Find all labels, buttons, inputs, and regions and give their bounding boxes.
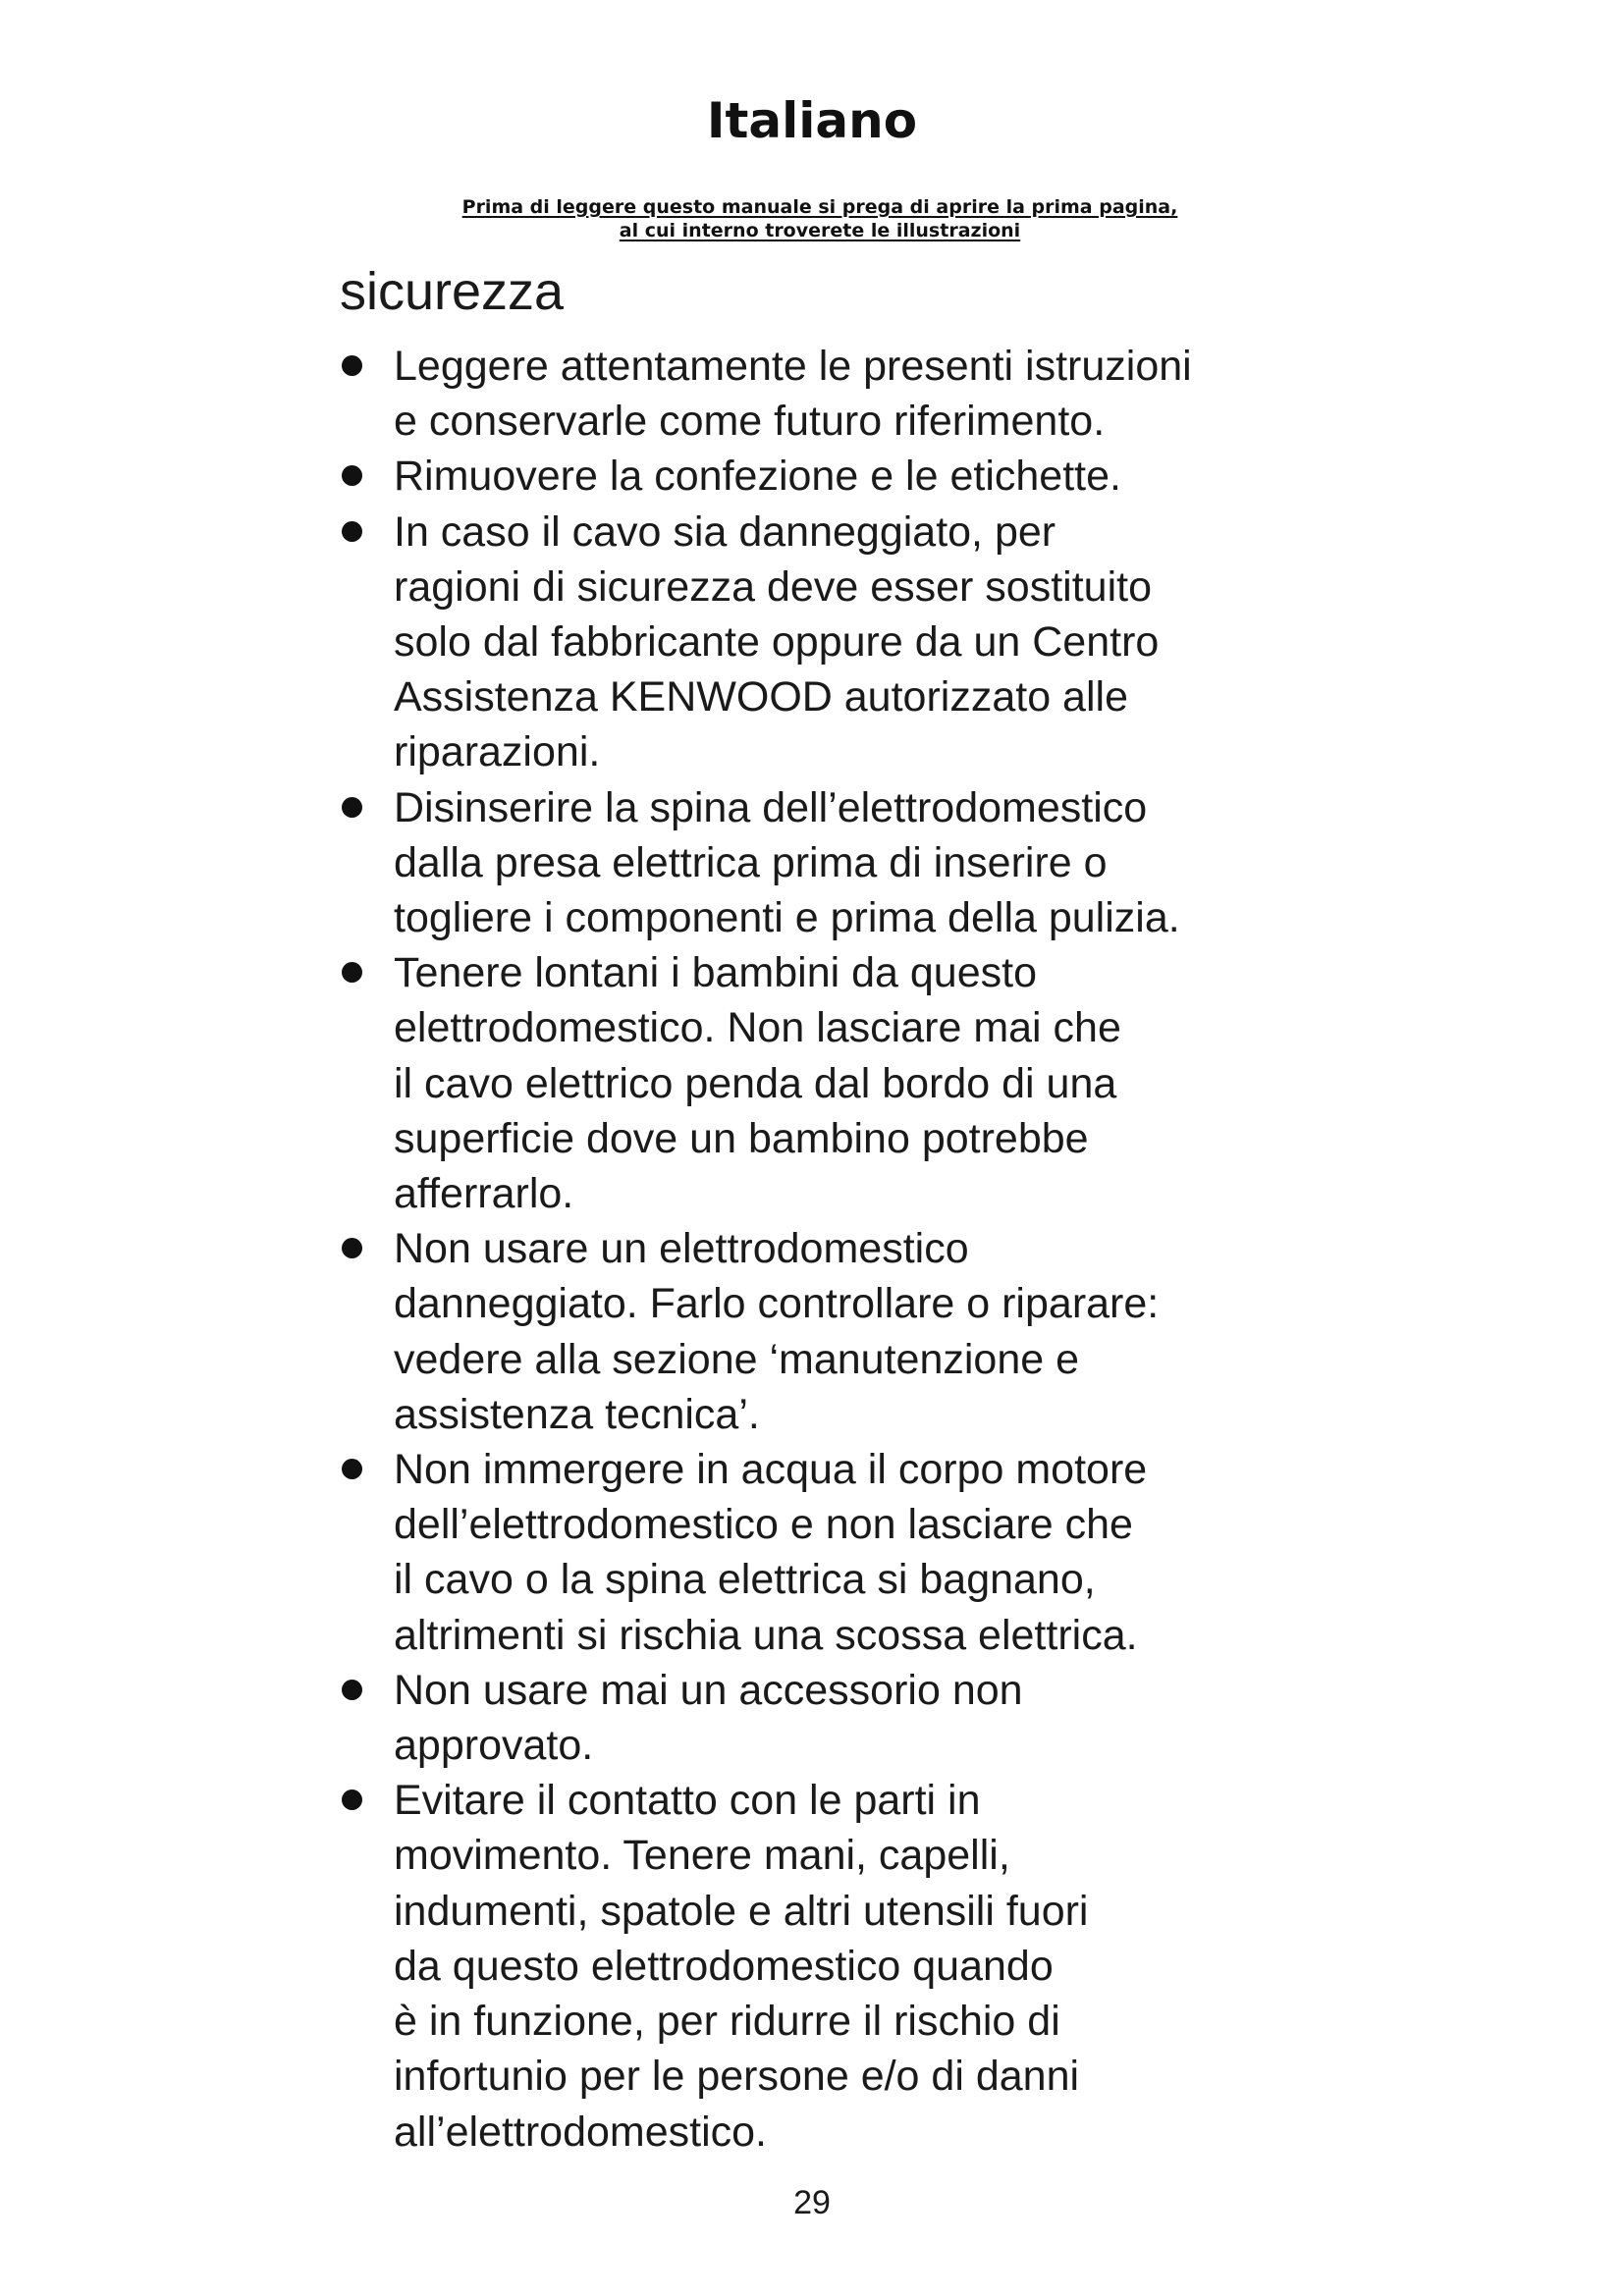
safety-item-line: e conservarle come futuro riferimento. (394, 398, 1106, 446)
bullet-icon (342, 521, 362, 542)
safety-list-item (340, 449, 1331, 504)
safety-item-line: Non usare un elettrodomestico (394, 1225, 969, 1273)
safety-item-line: Rimuovere la confezione e le etichette. (394, 453, 1121, 501)
safety-item-line: riparazioni. (394, 728, 601, 776)
safety-item-line: superficie dove un bambino potrebbe (394, 1114, 1089, 1162)
bullet-icon (342, 962, 362, 983)
safety-list-item (340, 780, 1331, 946)
safety-item-line: altrimenti si rischia una scossa elettrica. (394, 1611, 1138, 1659)
safety-item-line: infortunio per le persone e/o di danni (394, 2053, 1080, 2101)
page-number: 29 (793, 2184, 831, 2221)
safety-item-line: elettrodomestico. Non lasciare mai che (394, 1004, 1121, 1052)
bullet-icon (342, 1789, 362, 1810)
safety-item-line: afferrarlo. (394, 1170, 574, 1218)
safety-list-item (340, 1773, 1331, 2159)
safety-item-line: indumenti, spatole e altri utensili fuori (394, 1887, 1089, 1935)
safety-item-line: Disinserire la spina dell’elettrodomestico (394, 783, 1148, 831)
safety-item-line: da questo elettrodomestico quando (394, 1942, 1054, 1990)
safety-list-item (340, 1442, 1331, 1663)
safety-item-line: è in funzione, per ridurre il rischio di (394, 1998, 1060, 2046)
safety-item-line: Tenere lontani i bambini da questo (394, 949, 1037, 997)
safety-item-line: danneggiato. Farlo controllare o riparare: (394, 1280, 1160, 1328)
safety-list-item (340, 945, 1331, 1221)
bullet-icon (342, 1238, 362, 1258)
safety-item-line: togliere i componenti e prima della pulizia. (394, 894, 1180, 942)
notice-line: al cui interno troverete le illustrazioni (619, 220, 1021, 241)
bullet-icon (342, 465, 362, 486)
safety-item-line: Assistenza KENWOOD autorizzato alle (394, 673, 1128, 721)
safety-item-line: Non immergere in acqua il corpo motore (394, 1446, 1148, 1494)
safety-item-line: il cavo o la spina elettrica si bagnano, (394, 1556, 1096, 1604)
safety-item-line: Leggere attentamente le presenti istruzioni (394, 343, 1192, 390)
safety-list (340, 339, 1331, 2160)
safety-list-item (340, 1663, 1331, 1773)
page-title: Italiano (706, 92, 918, 149)
safety-item-line: dalla presa elettrica prima di inserire o (394, 838, 1108, 886)
safety-item-line: In caso il cavo sia danneggiato, per (394, 507, 1056, 556)
bullet-icon (342, 1680, 362, 1700)
bullet-icon (342, 355, 362, 376)
safety-item-line: dell’elettrodomestico e non lasciare che (394, 1501, 1133, 1549)
safety-item-line: ragioni di sicurezza deve esser sostituito (394, 562, 1152, 611)
safety-list-item (340, 1221, 1331, 1442)
safety-item-line: vedere alla sezione ‘manutenzione e (394, 1335, 1080, 1383)
safety-list-item (340, 339, 1331, 449)
safety-list-item (340, 505, 1331, 780)
safety-item-line: movimento. Tenere mani, capelli, (394, 1832, 1010, 1880)
safety-item-line: solo dal fabbricante oppure da un Centro (394, 618, 1160, 667)
notice-line: Prima di leggere questo manuale si prega di aprire la prima pagina, (461, 196, 1178, 218)
safety-item-line: all’elettrodomestico. (394, 2108, 768, 2156)
illustrations-notice (353, 195, 1286, 242)
section-heading-safety: sicurezza (340, 262, 565, 321)
bullet-icon (342, 797, 362, 818)
safety-item-line: Evitare il contatto con le parti in (394, 1777, 981, 1825)
safety-item-line: approvato. (394, 1722, 594, 1770)
safety-item-line: il cavo elettrico penda dal bordo di una (394, 1059, 1117, 1107)
safety-item-line: assistenza tecnica’. (394, 1390, 760, 1438)
safety-item-line: Non usare mai un accessorio non (394, 1666, 1023, 1714)
bullet-icon (342, 1459, 362, 1479)
